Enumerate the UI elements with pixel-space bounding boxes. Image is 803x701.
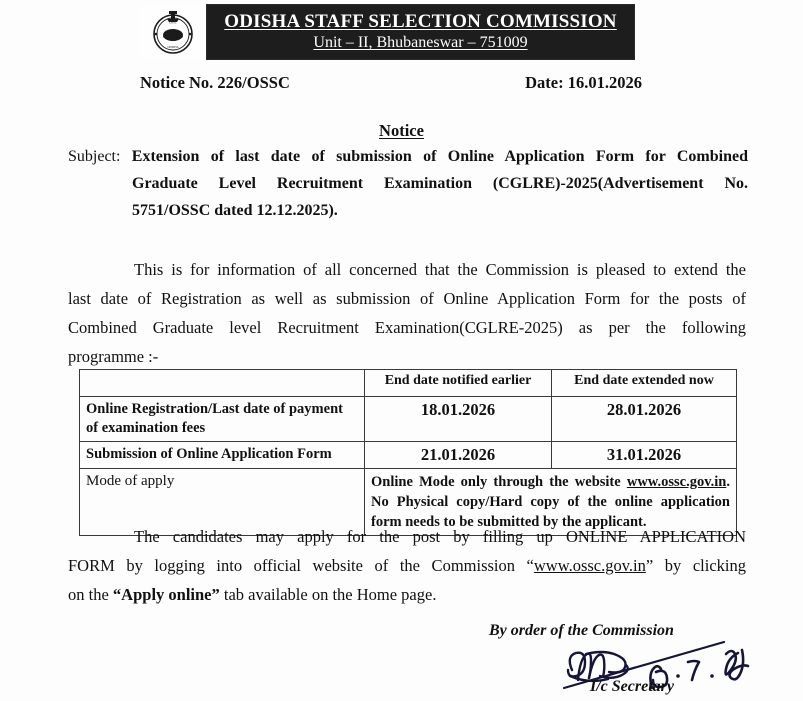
table-header-blank (80, 370, 365, 397)
para-one-line-1: This is for information of all concerned that the Commission is pleased to extend the (134, 260, 746, 279)
body-paragraph-two (68, 522, 746, 609)
para-two-line-2-pre: FORM by logging into official website of the Commission “ (68, 556, 534, 575)
notice-number: Notice No. 226/OSSC (140, 73, 290, 92)
subject-line-1: Extension of last date of submission of Online Application Form for Combined (131, 148, 749, 165)
commission-website-link[interactable]: www.ossc.gov.in (533, 556, 646, 575)
body-paragraph-one (68, 255, 746, 371)
svg-text:ODISHA: ODISHA (167, 45, 179, 49)
table-row (80, 442, 737, 469)
mode-website-link[interactable]: www.ossc.gov.in (626, 474, 727, 490)
mode-line-1-pre: Online Mode only through the website (371, 474, 627, 490)
mode-line-1 (371, 472, 730, 492)
mode-line-3: form needs to be submitted by the applicant. (371, 514, 647, 530)
para-two-line-2-post: ” by clicking (645, 556, 746, 575)
table-header-earlier: End date notified earlier (365, 370, 552, 397)
para-two-line-3-post: tab available on the Home page. (219, 585, 437, 604)
row-mode-label: Mode of apply (80, 469, 365, 536)
subject-label: Subject: (68, 148, 121, 165)
schedule-table (79, 369, 737, 536)
mode-line-1-post: . (726, 474, 730, 490)
subject-line-3: 5751/OSSC dated 12.12.2025). (132, 202, 338, 219)
letterhead-banner (206, 4, 635, 60)
para-two-line-3-pre: on the (68, 585, 113, 604)
organization-name: ODISHA STAFF SELECTION COMMISSION (224, 11, 617, 33)
row-0-label: Online Registration/Last date of payment of examination fees (80, 397, 365, 442)
organization-address: Unit – II, Bhubaneswar – 751009 (313, 34, 528, 52)
para-two-line-2 (68, 551, 746, 580)
row-1-earlier: 21.01.2026 (365, 442, 552, 469)
table-header-extended: End date extended now (552, 370, 737, 397)
subject-block (68, 143, 748, 224)
para-one-line-4: programme :- (68, 347, 159, 366)
mode-line-2: No Physical copy/Hard copy of the online application (371, 494, 730, 510)
svg-text:OSSC: OSSC (169, 20, 177, 25)
row-0-earlier: 18.01.2026 (365, 397, 552, 442)
notice-date: Date: 16.01.2026 (525, 73, 642, 92)
para-one-line-3: Combined Graduate level Recruitment Examination(CGLRE-2025) as per the following (68, 318, 746, 337)
signatory-title: I/c Secretary (590, 678, 674, 695)
subject-line-2: Graduate Level Recruitment Examination (CGLRE)-2025(Advertisement No. (132, 175, 748, 192)
row-1-label: Submission of Online Application Form (80, 442, 365, 469)
para-one-line-2: last date of Registration as well as submission of Online Application Form for the posts of (68, 289, 746, 308)
by-order-text: By order of the Commission (489, 622, 674, 639)
letterhead (140, 4, 635, 60)
para-two-line-3 (68, 580, 746, 609)
table-row (80, 397, 737, 442)
state-emblem-icon (150, 7, 196, 57)
table-header-row (80, 370, 737, 397)
para-two-line-1: The candidates may apply for the post by filling up ONLINE APPLICATION (134, 527, 746, 546)
notice-meta-row (140, 73, 660, 93)
apply-online-tab-label: “Apply online” (112, 585, 220, 604)
emblem-container (140, 4, 206, 60)
row-1-extended: 31.01.2026 (552, 442, 737, 469)
page-title (0, 121, 803, 141)
notice-heading-text: Notice (379, 121, 424, 140)
row-0-extended: 28.01.2026 (552, 397, 737, 442)
